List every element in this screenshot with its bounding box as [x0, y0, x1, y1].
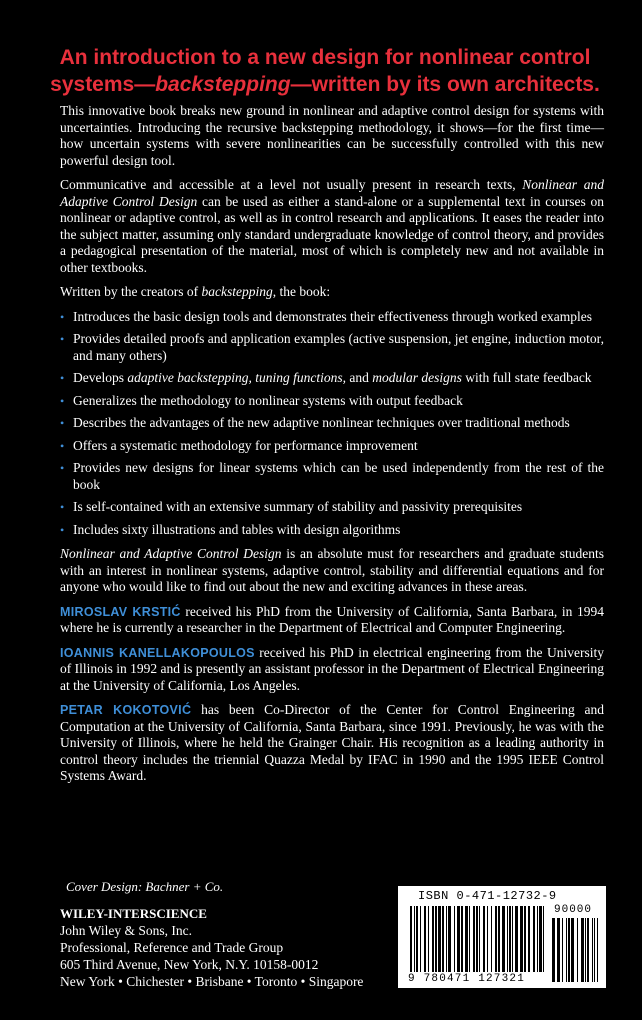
- back-cover-body: [60, 103, 604, 793]
- isbn-label: ISBN 0-471-12732-9: [418, 889, 557, 903]
- barcode-bar: [487, 906, 488, 972]
- barcode-bar: [495, 906, 497, 972]
- barcode-bar: [498, 906, 500, 972]
- author-bio: [60, 604, 604, 637]
- barcode-bar: [568, 918, 570, 982]
- intro-paragraph: This innovative book breaks new ground in nonlinear and adaptive control design for systems with uncertainties. Introducing the recursive backstepping methodology, it shows—for the first time—how uncertain systems with severe nonlinearities can be successfully controlled with this new powerful design tool.: [60, 103, 604, 168]
- list-item-text: Provides new designs for linear systems which can be used independently from the rest of the book: [73, 460, 604, 492]
- headline-emphasis: backstepping: [155, 73, 291, 96]
- barcode-addon-number: 90000: [554, 904, 593, 916]
- headline: [30, 44, 620, 98]
- list-item-text: Introduces the basic design tools and demonstrates their effectiveness through worked examples: [73, 308, 592, 324]
- features-intro-emph: backstepping: [201, 284, 273, 299]
- features-intro-a: Written by the creators of: [60, 284, 202, 299]
- barcode-bar: [509, 906, 511, 972]
- closing-paragraph: [60, 546, 604, 596]
- bullet-icon: •: [60, 461, 65, 475]
- publisher-name: John Wiley & Sons, Inc.: [60, 923, 192, 938]
- barcode-bar: [424, 906, 426, 972]
- barcode-bar: [533, 906, 535, 972]
- barcode-bar: [592, 918, 593, 982]
- list-item: [60, 309, 604, 326]
- barcode-bar: [483, 906, 485, 972]
- barcode-bar: [420, 906, 421, 972]
- barcode-bar: [438, 906, 441, 972]
- author-name: IOANNIS KANELLAKOPOULOS: [60, 645, 255, 660]
- bullet-icon: •: [60, 416, 65, 430]
- bullet-icon: •: [60, 332, 65, 346]
- publisher-cities: New York • Chichester • Brisbane • Toronto • Singapore: [60, 974, 364, 989]
- barcode-bar: [539, 906, 542, 972]
- list-item-text: and: [345, 370, 373, 385]
- publisher-address: 605 Third Avenue, New York, N.Y. 10158-0012: [60, 957, 319, 972]
- barcode-bar: [442, 906, 444, 972]
- list-item-text: Provides detailed proofs and application examples (active suspension, jet engine, induction motor, and many others): [73, 331, 604, 363]
- barcode-ean-number: 9 780471 127321: [408, 973, 526, 985]
- bullet-icon: •: [60, 371, 65, 385]
- list-item: [60, 370, 604, 387]
- list-item: [60, 415, 604, 432]
- barcode-bar: [557, 918, 560, 982]
- list-item-text: Is self-contained with an extensive summary of stability and passivity prerequisites: [73, 499, 523, 514]
- headline-part2: —written by its own architects.: [290, 73, 600, 96]
- author-bio-text: received his PhD in electrical engineering from the University of Illinois in 1992 and is presently an assistant professor in the Department of Electrical Engineering at the University of California, Los Angeles.: [60, 644, 604, 693]
- barcode-bar: [435, 906, 437, 972]
- barcode-bar: [476, 906, 478, 972]
- author-bio: [60, 702, 604, 785]
- feature-list: [60, 309, 604, 539]
- barcode-bar: [581, 918, 584, 982]
- list-item: [60, 393, 604, 410]
- barcode-bar: [502, 906, 505, 972]
- barcode-bar: [414, 906, 415, 972]
- barcode-bar: [507, 906, 508, 972]
- barcode-bar: [594, 918, 595, 982]
- list-item: [60, 522, 604, 539]
- barcode-bar: [520, 906, 523, 972]
- barcode-bar: [479, 906, 480, 972]
- bullet-icon: •: [60, 500, 65, 514]
- barcode-bar: [543, 906, 544, 972]
- barcode-bar: [585, 918, 586, 982]
- cover-design-credit: Cover Design: Bachner + Co.: [66, 879, 224, 894]
- isbn-barcode: [398, 886, 606, 988]
- list-item-text: Describes the advantages of the new adaptive nonlinear techniques over traditional methods: [73, 415, 570, 430]
- list-item-emph: adaptive backstepping, tuning functions,: [127, 370, 346, 385]
- barcode-bar: [491, 906, 492, 972]
- list-item-text: with full state feedback: [461, 370, 592, 385]
- author-name: MIROSLAV KRSTIĆ: [60, 604, 181, 619]
- publisher-imprint: WILEY-INTERSCIENCE: [60, 906, 207, 921]
- audience-text-a: Communicative and accessible at a level not usually present in research texts,: [60, 177, 523, 192]
- bullet-icon: •: [60, 393, 65, 408]
- bullet-icon: •: [60, 438, 65, 453]
- list-item-emph: modular designs: [372, 370, 462, 385]
- barcode-bar: [571, 918, 574, 982]
- barcode-bar: [537, 906, 538, 972]
- barcode-bar: [457, 906, 460, 972]
- list-item: [60, 331, 604, 364]
- closing-text: is an absolute must for researchers and graduate students with an interest in nonlinear systems, adaptive control, stability and differential equations and for anyone who would like to find out about the new and exciting advances in these areas.: [60, 546, 604, 594]
- list-item-text: Offers a systematic methodology for performance improvement: [73, 437, 418, 453]
- barcode-bar: [552, 918, 555, 982]
- features-intro-b: , the book:: [272, 284, 331, 299]
- author-name: PETAR KOKOTOVIĆ: [60, 703, 192, 717]
- list-item-text: Includes sixty illustrations and tables with design algorithms: [73, 521, 401, 537]
- author-bio-text: has been Co-Director of the Center for Control Engineering and Computation at the University of California, Santa Barbara, since 1991. Previously, he was with the University of Illinois, where he held the Grainger Chair. His recognition as a leading authority in control theory includes the triennial Quazza Medal by IFAC in 1990 and the 1995 IEEE Control Systems Award.: [60, 702, 604, 783]
- list-item-text: Generalizes the methodology to nonlinear systems with output feedback: [73, 392, 463, 408]
- barcode-bar: [448, 906, 451, 972]
- barcode-bar: [469, 906, 470, 972]
- barcode-bar: [410, 906, 412, 972]
- barcode-bar: [473, 906, 475, 972]
- barcode-bar: [528, 906, 530, 972]
- barcode-bar: [566, 918, 567, 982]
- barcode-bar: [524, 906, 526, 972]
- list-item: [60, 499, 604, 516]
- list-item-text: Develops: [73, 370, 128, 385]
- list-item: [60, 438, 604, 455]
- list-item: [60, 460, 604, 493]
- barcode-bar: [454, 906, 455, 972]
- bullet-icon: •: [60, 309, 65, 324]
- closing-book-title: Nonlinear and Adaptive Control Design: [60, 546, 282, 561]
- barcode-bar: [428, 906, 429, 972]
- author-bio-text: received his PhD from the University of California, Santa Barbara, in 1994 where he is currently a researcher in the Department of Electrical and Computer Engineering.: [60, 603, 604, 635]
- publisher-block: [60, 905, 363, 990]
- bullet-icon: •: [60, 522, 65, 537]
- barcode-bar: [416, 906, 418, 972]
- barcode-bar: [577, 918, 578, 982]
- barcode-bar: [446, 906, 447, 972]
- barcode-bar: [512, 906, 513, 972]
- features-intro: [60, 284, 604, 301]
- barcode-bar: [515, 906, 518, 972]
- barcode-bar: [587, 918, 589, 982]
- audience-text-b: can be used as either a stand-alone or a supplemental text in courses on nonlinear or adaptive control, as well as in control research and applications. It eases the reader into the subject matter, assuming only standard undergraduate knowledge of control theory, and provides a pedagogical presentation of the material, most of which is completely new and not available in other textbooks.: [60, 193, 604, 275]
- author-bio: [60, 645, 604, 695]
- barcode-bar: [465, 906, 468, 972]
- barcode-bar: [461, 906, 463, 972]
- barcode-bar: [432, 906, 434, 972]
- barcode-bar: [597, 918, 598, 982]
- barcode-bar: [562, 918, 563, 982]
- headline-part1: An introduction to a new design for nonlinear control systems—: [50, 46, 591, 96]
- audience-paragraph: [60, 177, 604, 276]
- book-title-ref: Nonlinear and Adaptive Control Design: [60, 177, 604, 209]
- publisher-group: Professional, Reference and Trade Group: [60, 940, 284, 955]
